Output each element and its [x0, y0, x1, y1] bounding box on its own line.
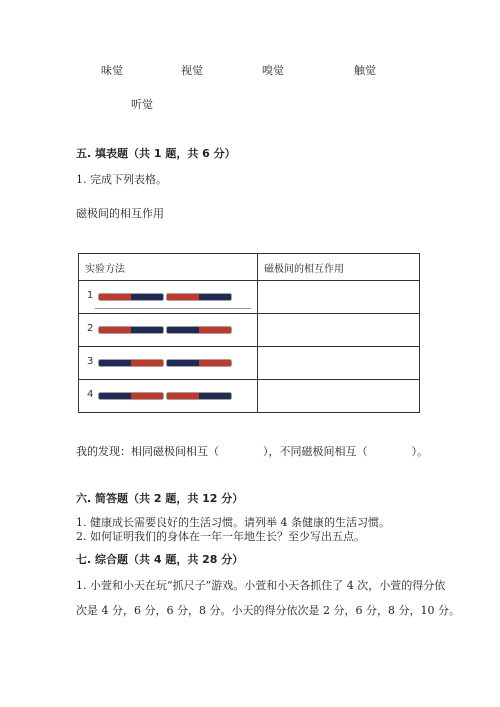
method-cell — [79, 281, 258, 314]
table-header-method: 实验方法 — [79, 254, 258, 281]
section7-question-line1: 1. 小萱和小天在玩“抓尺子”游戏。小萱和小天各抓住了 4 次，小萱的得分依 — [76, 579, 446, 592]
method-cell — [79, 380, 258, 413]
bar-magnet-right — [167, 393, 231, 399]
row-number: 3 — [87, 356, 94, 367]
section5-question: 1. 完成下列表格。 — [76, 173, 167, 186]
table-row — [79, 314, 420, 347]
table-row — [79, 347, 420, 380]
sense-hearing: 听觉 — [131, 98, 153, 111]
bar-magnet-right — [167, 327, 231, 333]
table-subtitle: 磁极间的相互作用 — [76, 207, 164, 220]
row-number: 1 — [87, 290, 94, 301]
section6-question-2: 2. 如何证明我们的身体在一年一年地生长？至少写出五点。 — [76, 530, 365, 543]
sense-touch: 触觉 — [354, 64, 376, 77]
section7-heading: 七. 综合题（共 4 题，共 28 分） — [76, 553, 244, 566]
table-row — [79, 281, 420, 314]
sense-sight: 视觉 — [181, 64, 203, 77]
answer-cell[interactable] — [258, 347, 420, 380]
row-number: 4 — [87, 389, 94, 400]
section6-question-1: 1. 健康成长需要良好的生活习惯。请列举 4 条健康的生活习惯。 — [76, 516, 390, 529]
section5-heading: 五. 填表题（共 1 题，共 6 分） — [76, 147, 236, 160]
section6-heading: 六. 简答题（共 2 题，共 12 分） — [76, 492, 244, 505]
bar-magnet-right — [167, 360, 231, 366]
method-cell — [79, 347, 258, 380]
divider — [95, 308, 251, 309]
bar-magnet-right — [167, 294, 231, 300]
sense-taste: 味觉 — [101, 64, 123, 77]
discovery-sentence: 我的发现：相同磁极间相互（ ），不同磁极间相互（ ）。 — [76, 445, 428, 458]
table-header-interaction: 磁极间的相互作用 — [258, 254, 420, 281]
method-cell — [79, 314, 258, 347]
bar-magnet-left — [99, 393, 163, 399]
answer-cell[interactable] — [258, 380, 420, 413]
magnet-experiment-table — [78, 253, 420, 413]
row-number: 2 — [87, 323, 94, 334]
bar-magnet-left — [99, 294, 163, 300]
section7-question-line2: 次是 4 分，6 分，6 分，8 分。小天的得分依次是 2 分，6 分，8 分，10 分。 — [76, 604, 460, 617]
bar-magnet-left — [99, 360, 163, 366]
answer-cell[interactable] — [258, 314, 420, 347]
table-row — [79, 380, 420, 413]
sense-smell: 嗅觉 — [262, 64, 284, 77]
answer-cell[interactable] — [258, 281, 420, 314]
bar-magnet-left — [99, 327, 163, 333]
